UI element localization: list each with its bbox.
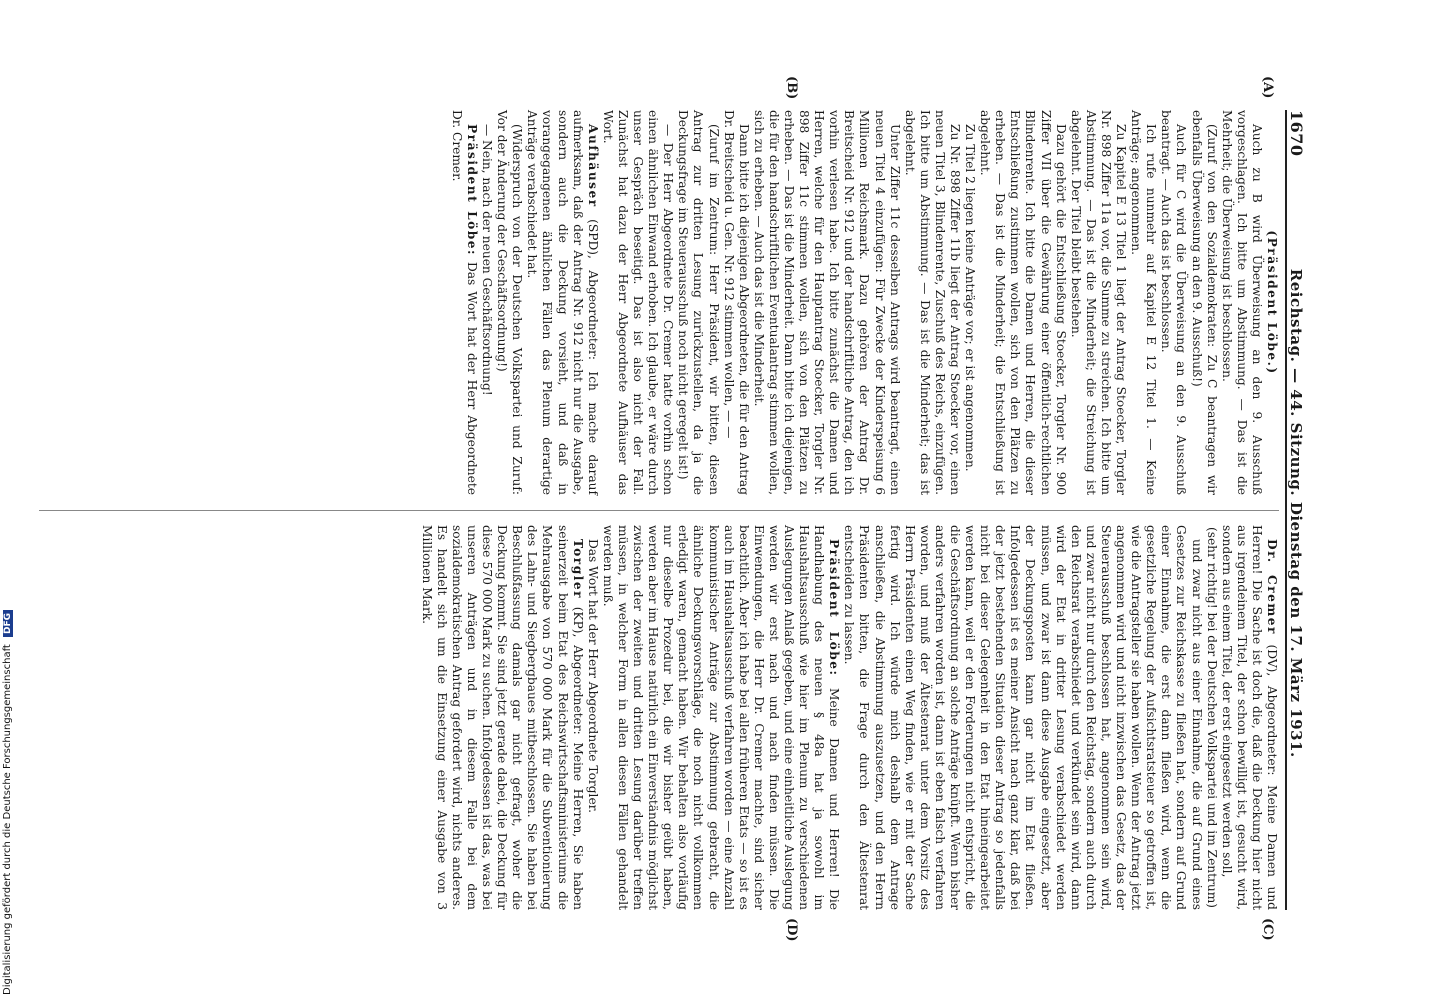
paragraph: Dann bitte ich diejenigen Abgeordneten, die für den Antrag Dr. Breitscheid u. Gen. Nr. 912 stimmen wollen, — — (721, 110, 751, 495)
paragraph: und zwar nicht aus einer Einnahme, die auf Grund eines Gesetzes zur Reichskasse zu fließen hat, sondern auf Grund einer Einnahme, die erst dann fließen wird, wenn die gesetzliche Regelung der Aufsichtsratsteuer so getroffen ist, wie die Antragsteller sie haben wollen. Wenn der Antrag jetzt angenommen wird und nicht inzwischen das Gesetz, das der Steuerausschuß beschlossen hat, angenommen sein wird, und zwar nicht nur durch den Reichstag, sondern auch durch den Reichsrat verabschiedet und verkündet sein wird, dann wird der Etat in dritter Lesung verabschiedet werden müssen, und zwar ist dann diese Ausgabe eingesetzt, aber der Deckungsposten kann gar nicht im Etat fließen. Infolgedessen ist es meiner Ansicht nach ganz klar, daß bei der jetzt bestehenden Situation dieser Antrag so jedenfalls nicht bei dieser Gelegenheit in den Etat hineingearbeitet werden kann, weil er den Forderungen nicht entspricht, die die Geschäftsordnung an solche Anträge knüpft. Wenn bisher anders verfahren worden ist, dann ist eben falsch verfahren worden, und muß der Ältestenrat unter dem Vorsitz des Herrn Präsidenten einen Weg finden, wie er mit der Sache fertig wird. Ich würde mich deshalb dem Antrage anschließen, die Abstimmung auszusetzen, und den Herrn Präsidenten bitten, die Frage durch den Ältestenrat entscheiden zu lassen. (842, 525, 1204, 910)
paragraph (419, 525, 585, 910)
page-content (0, 76, 1319, 942)
paragraph: — Nein, nach der neuen Geschäftsordnung! (480, 124, 495, 396)
paragraph: — Der Herr Abgeordnete Dr. Cremer hatte vorhin schon einen ähnlichen Einwand erhoben. Ich glaube, er wäre durch unser Gespräch beseitigt. Das ist also nicht der Fall. Zunächst hat dazu der Herr Abgeordnete Aufhäuser das Wort. (600, 110, 676, 495)
paragraph: Unter Ziffer 11c desselben Antrags wird beantragt, einen neuen Titel 4 einzufügen: Für Zwecke der Kinderspeisung 6 Millionen Reichsmark. Dazu gehören der Antrag Dr. Breitscheid Nr. 912 und der handschriftliche Antrag, den ich vorhin verlesen habe. Ich bitte zunächst die Damen und Herren, welche für den Hauptantrag Stoecker, Torgler Nr. 898 Ziffer 11c stimmen wollen, sich von den Plätzen zu erheben. — Das ist die Minderheit. Dann bitte ich diejenigen, die für den handschriftlichen Eventualantrag stimmen wollen, sich zu erheben. — Auch das ist die Minderheit. (751, 110, 902, 495)
paragraph: Auch zu B wird Überweisung an den 9. Ausschuß vorgeschlagen. Ich bitte um Abstimmung. — Das ist die Mehrheit; die Überweisung ist beschlossen. (1219, 110, 1264, 495)
page-number: 1670 (1287, 110, 1306, 157)
interjection: (sehr richtig! bei der Deutschen Volkspartei und im Zentrum) (1204, 526, 1219, 909)
speech-text: (SPD), Abgeordneter: Ich mache darauf aufmerksam, daß der Antrag Nr. 912 nicht nur die Ausgabe, sondern auch die Deckung vorsieht, und daß in vorangegangenen ähnlichen Fällen das Plenum derartige Anträge verabschiedet hat. (525, 110, 600, 495)
dfg-credit (2, 605, 16, 995)
margin-mark-d: (D) (784, 918, 799, 942)
speaker-name: Torgler (570, 539, 585, 600)
speaker-name: Präsident Löbe: (827, 539, 842, 677)
paragraph: Das Wort hat der Herr Abgeordnete Torgler. (585, 539, 600, 814)
speech-text: Das Wort hat der Herr Abgeordnete Dr. Cremer. (449, 110, 480, 495)
left-column (449, 110, 1279, 495)
speech-text: Meine Damen und Herren! Die Handhabung des neuen § 48a hat ja sowohl im Haushaltsausschuß wie hier im Plenum zu verschiedenen Auslegungen Anlaß gegeben, und eine einheitliche Auslegung werden wir erst nach und nach finden müssen. Die Einwendungen, die Herr Dr. Cremer machte, sind sicher beachtlich. Aber ich habe bei allen früheren Etats — so ist es auch im Haushaltsausschuß verfahren worden — eine Anzahl kommunistischer Anträge zur Abstimmung gebracht, die ähnliche Deckungsvorschläge, die noch nicht vollkommen erledigt waren, gemacht haben. Wir behalten also vorläufig nur dieselbe Prozedur bei, die wir bisher geübt haben, werden aber im Hause natürlich ein Einverständnis möglichst zwischen der zweiten und dritten Lesung darüber treffen müssen, in welcher Form in allen diesen Fällen gehandelt werden muß. (600, 525, 842, 910)
paragraph: Zu Titel 2 liegen keine Anträge vor; er ist angenommen. (963, 124, 978, 472)
speaker-name: Dr. Cremer (1265, 539, 1279, 635)
right-column (419, 525, 1279, 910)
paragraph (1219, 525, 1279, 910)
paragraph: Dazu gehört die Entschließung Stoecker, Torgler Nr. 900 Ziffer VII über die Gewährung einer öffentlich-rechtlichen Blindenrente. Ich bitte die Damen und Herren, die dieser Entschließung zustimmen wollen, sich von den Plätzen zu erheben. — Das ist die Minderheit; die Entschließung ist abgelehnt. (978, 110, 1068, 495)
paragraph: Ich rufe nunmehr auf Kapitel E 12 Titel 1. — Keine Anträge; angenommen. (1129, 110, 1159, 495)
margin-mark-c: (C) (1260, 918, 1275, 941)
page-header (1285, 110, 1319, 910)
margin-mark-a: (A) (1260, 76, 1275, 99)
page-title: Reichstag. — 44. Sitzung. Dienstag den 17. März 1931. (1287, 268, 1305, 758)
speaker-name: (Präsident Löbe.) (1265, 230, 1279, 375)
speaker-heading (1264, 110, 1279, 495)
dfg-logo: DFG (3, 610, 13, 637)
speaker-name: Aufhäuser (585, 124, 600, 208)
column-divider (39, 510, 1279, 511)
paragraph: Zu Nr. 898 Ziffer 11b liegt der Antrag Stoecker vor, einen neuen Titel 3, Blindenrente, Zuschuß des Reichs, einzufügen. Ich bitte um Abstimmung. — Das ist die Minderheit; das ist abgelehnt. (902, 110, 963, 495)
paragraph: Zu Kapitel E 13 Titel 1 liegt der Antrag Stoecker, Torgler Nr. 898 Ziffer 11a vor, die Summe zu streichen. Ich bitte um Abstimmung. — Das ist die Minderheit; die Streichung ist abgelehnt. Der Titel bleibt bestehen. (1068, 110, 1129, 495)
paragraph (600, 525, 842, 910)
speech-text: (KP), Abgeordneter: Meine Herren, Sie haben seinerzeit beim Etat des Reichswirtschaftsministeriums die Mehrausgabe von 570 000 Mark für die Subventionierung des Lahn- und Siegbergbaues mitbeschlossen. Sie haben bei Beschlußfassung damals gar nicht gefragt, woher die Deckung kommt. Sie sind jetzt gerade dabei, die Deckung für diese 570 000 Mark zu suchen. Infolgedessen ist das, was bei unseren Anträgen und in diesem Falle bei dem sozialdemokratischen Antrag gefordert wird, nichts anderes. Es handelt sich um die Einsetzung einer Ausgabe von 3 Millionen Mark. (419, 525, 585, 910)
paragraph: (Zuruf im Zentrum: Herr Präsident, wir bitten, diesen Antrag zur dritten Lesung zurückzustellen, da ja die Deckungsfrage im Steuerausschuß noch nicht geregelt ist!) (676, 110, 721, 495)
paragraph (449, 110, 479, 495)
speaker-name: Präsident Löbe: (465, 124, 480, 257)
margin-mark-b: (B) (784, 76, 799, 100)
paragraph: Auch für C wird die Überweisung an den 9. Ausschuß beantragt. — Auch das ist beschlossen. (1159, 110, 1189, 495)
dfg-credit-text: Digitalisierung gefördert durch die Deutsche Forschungsgemeinschaft (2, 644, 13, 995)
paragraph: (Widerspruch von der Deutschen Volkspartei und Zuruf: Vor der Änderung der Geschäftsordnung!) (495, 110, 525, 495)
paragraph (524, 110, 599, 495)
paragraph: (Zuruf von den Sozialdemokraten: Zu C beantragen wir ebenfalls Überweisung an den 9. Ausschuß!) (1189, 110, 1219, 495)
speech-text: (DV), Abgeordneter: Meine Damen und Herren! Die Sache ist doch die, daß die Deckung hier nicht aus irgendeinem Titel, der schon bewilligt ist, gesucht wird, sondern aus einem Titel, der erst eingesetzt werden soll, (1219, 525, 1279, 910)
